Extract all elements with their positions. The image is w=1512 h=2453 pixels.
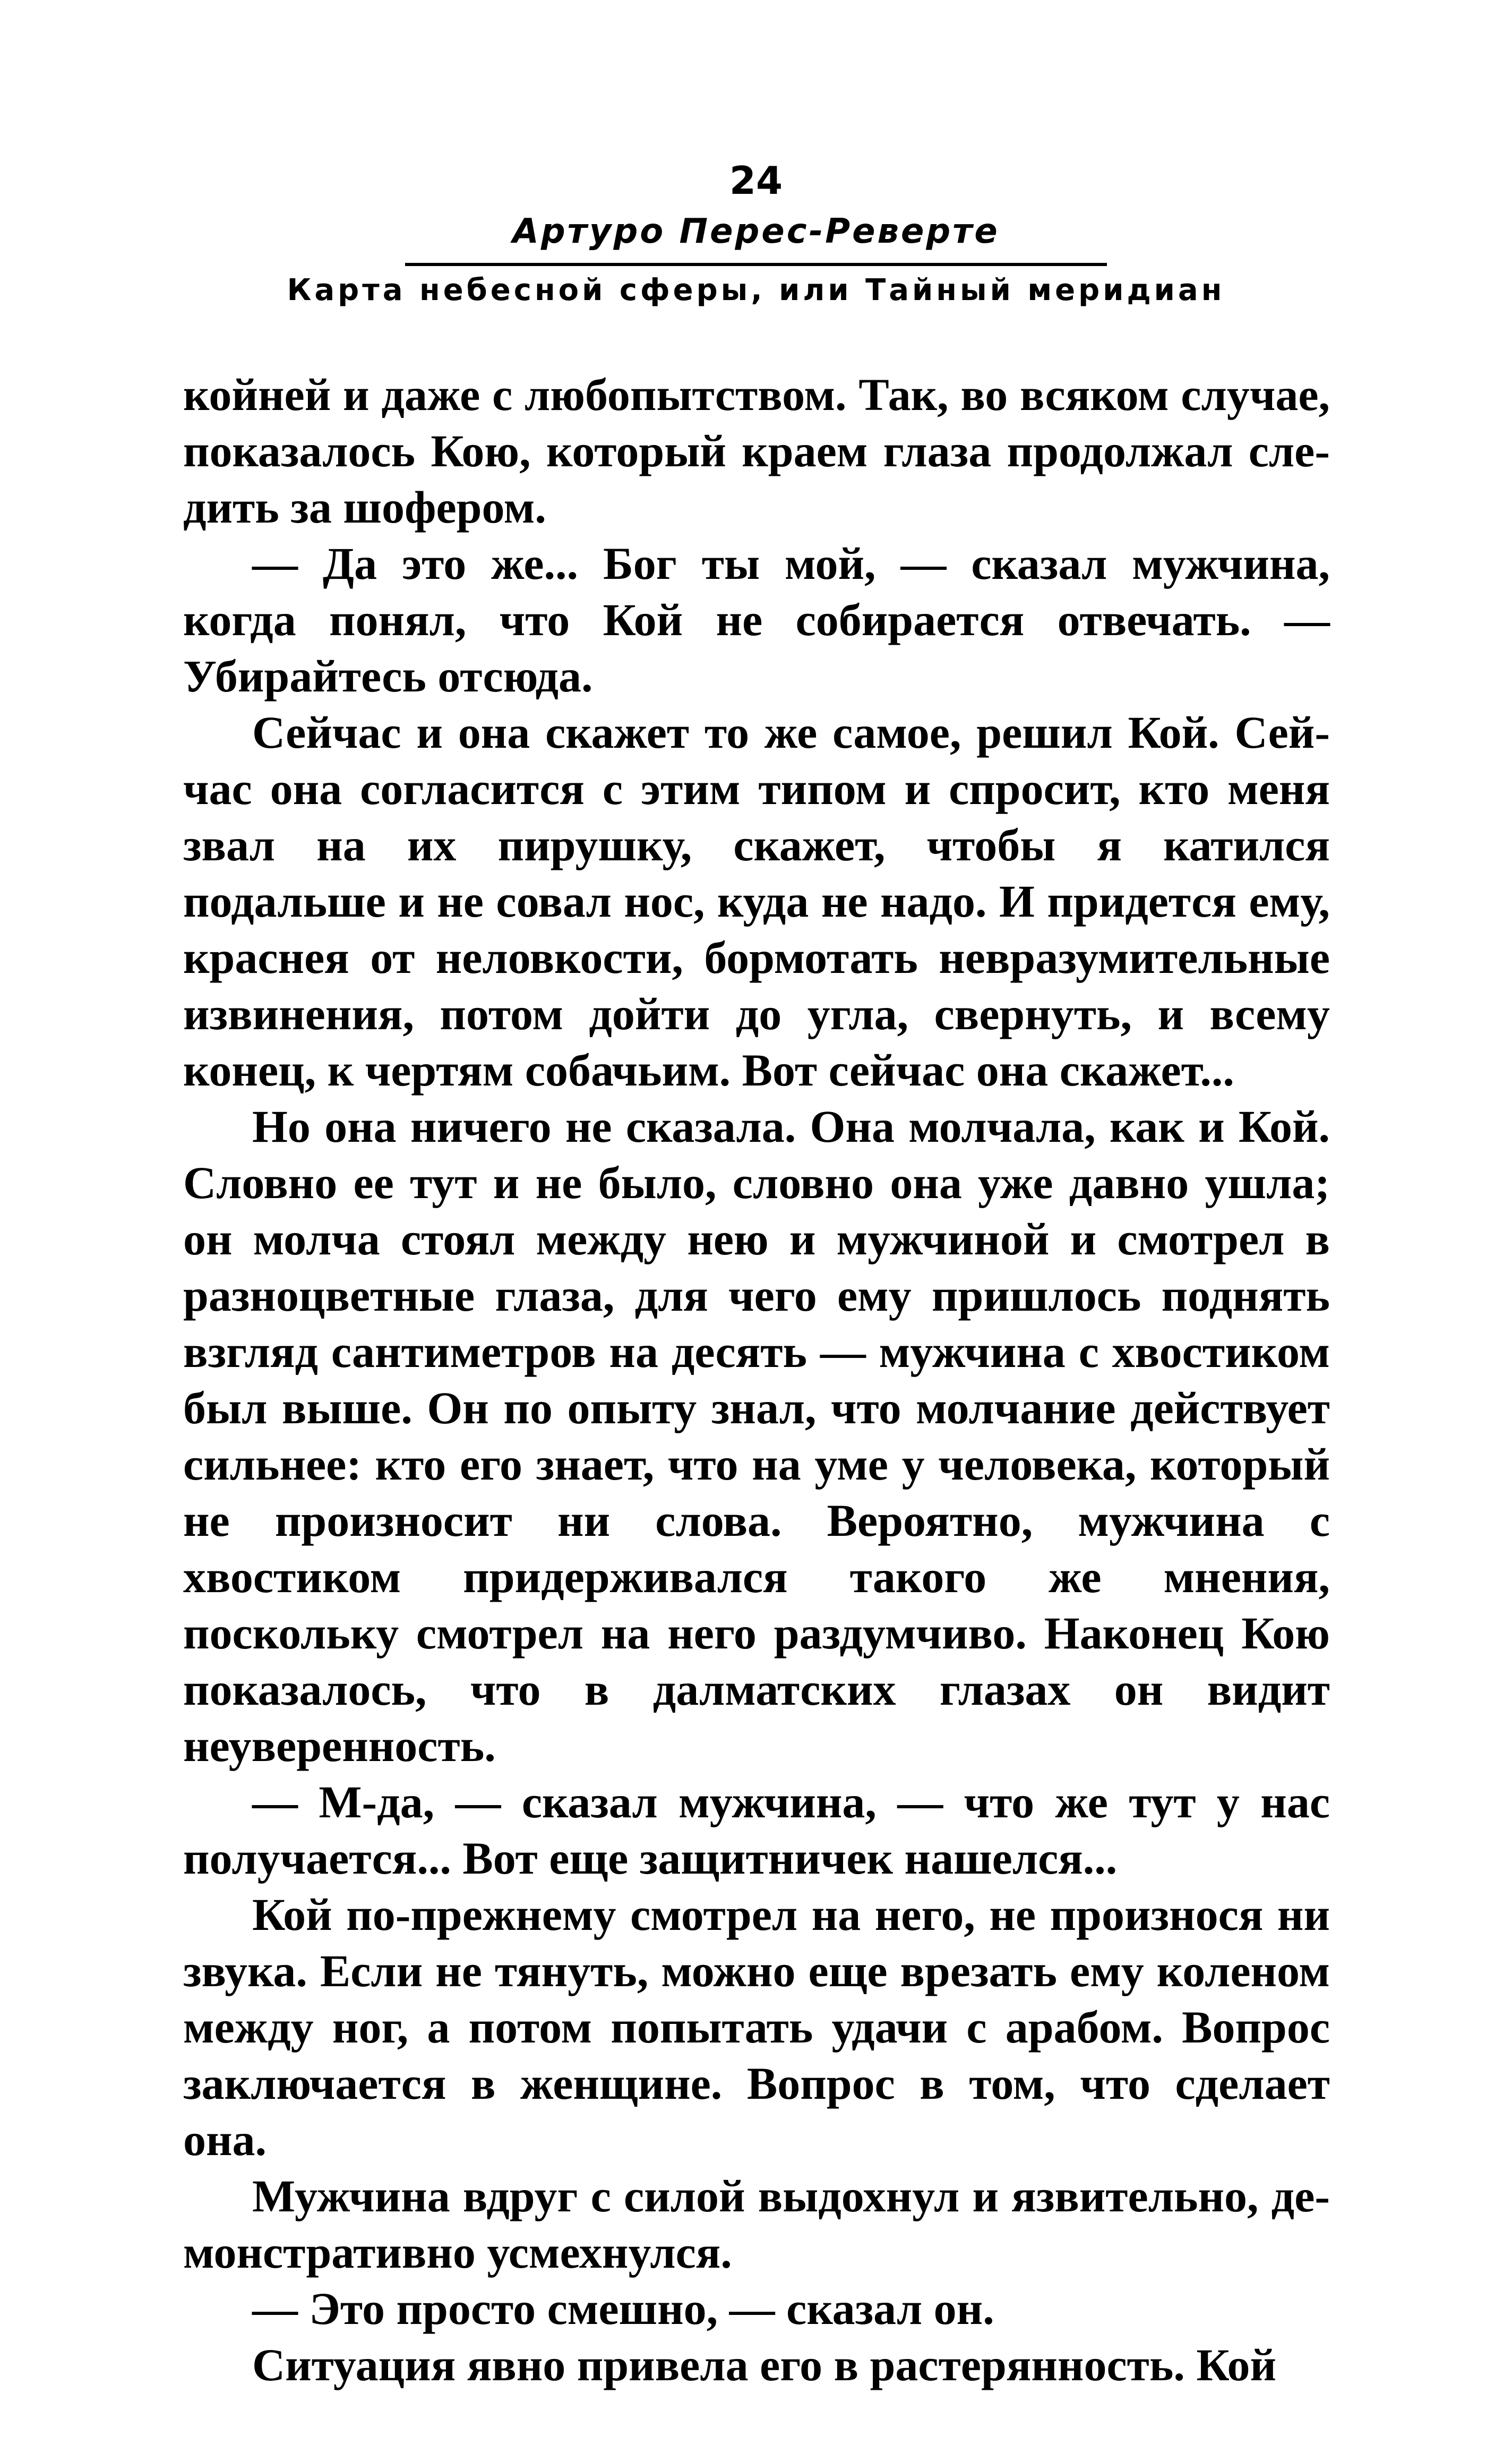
running-head-title: Карта небесной сферы, или Тайный меридиан: [287, 273, 1225, 307]
paragraph: Мужчина вдруг с силой выдохнул и язвительно, демонстративно усмехнулся.: [183, 2170, 1330, 2278]
header-rule: [405, 263, 1107, 266]
paragraph: — Да это же... Бог ты мой, — сказал мужчина, когда понял, что Кой не собирается отвечать. — Убирайтесь отсюда.: [183, 538, 1330, 702]
paragraph: Но она ничего не сказала. Она молчала, как и Кой. Словно ее тут и не было, словно она уже давно ушла; он молча стоял между нею и мужчиной и смотрел в разноцветные глаза, для чего ему пришлось поднять взгляд сантиметров на десять — мужчина с хвостиком был выше. Он по опыту знал, что молчание действует сильнее: кто его знает, что на уме у человека, который не произносит ни слова. Вероятно, мужчина с хвостиком придерживался такого же мнения, поскольку смотрел на него раздумчиво. Наконец Кою показалось, что в далматских глазах он видит неуверенность.: [183, 1101, 1330, 1771]
paragraph: Кой по-прежнему смотрел на него, не произнося ни звука. Если не тянуть, можно еще врезать ему коленом между ног, а потом попытать удачи с арабом. Вопрос заключается в женщине. Вопрос в том, что сделает она.: [183, 1889, 1330, 2165]
paragraph: Ситуация явно привела его в растерянность. Кой: [252, 2339, 1276, 2390]
running-head-author: Артуро Перес-Реверте: [512, 212, 1000, 251]
paragraph: — Это просто смешно, — сказал он.: [252, 2283, 994, 2334]
paragraph: Сейчас и она скажет то же самое, решил Кой. Сейчас она согласится с этим типом и спросит, кто меня звал на их пирушку, скажет, чтобы я катился подальше и не совал нос, куда не надо. И придется ему, краснея от неловкости, бормотать невразумительные извинения, потом дойти до угла, свернуть, и всему конец, к чертям собачьим. Вот сейчас она скажет...: [183, 707, 1330, 1096]
paragraph: — М-да, — сказал мужчина, — что же тут у нас получается... Вот еще защитничек нашелся...: [183, 1776, 1330, 1884]
paragraph: койней и даже с любопытством. Так, во всяком случае, показалось Кою, который краем глаза продолжал следить за шофером.: [183, 369, 1330, 533]
page-number: 24: [729, 158, 783, 203]
body-text: [183, 366, 1330, 2393]
